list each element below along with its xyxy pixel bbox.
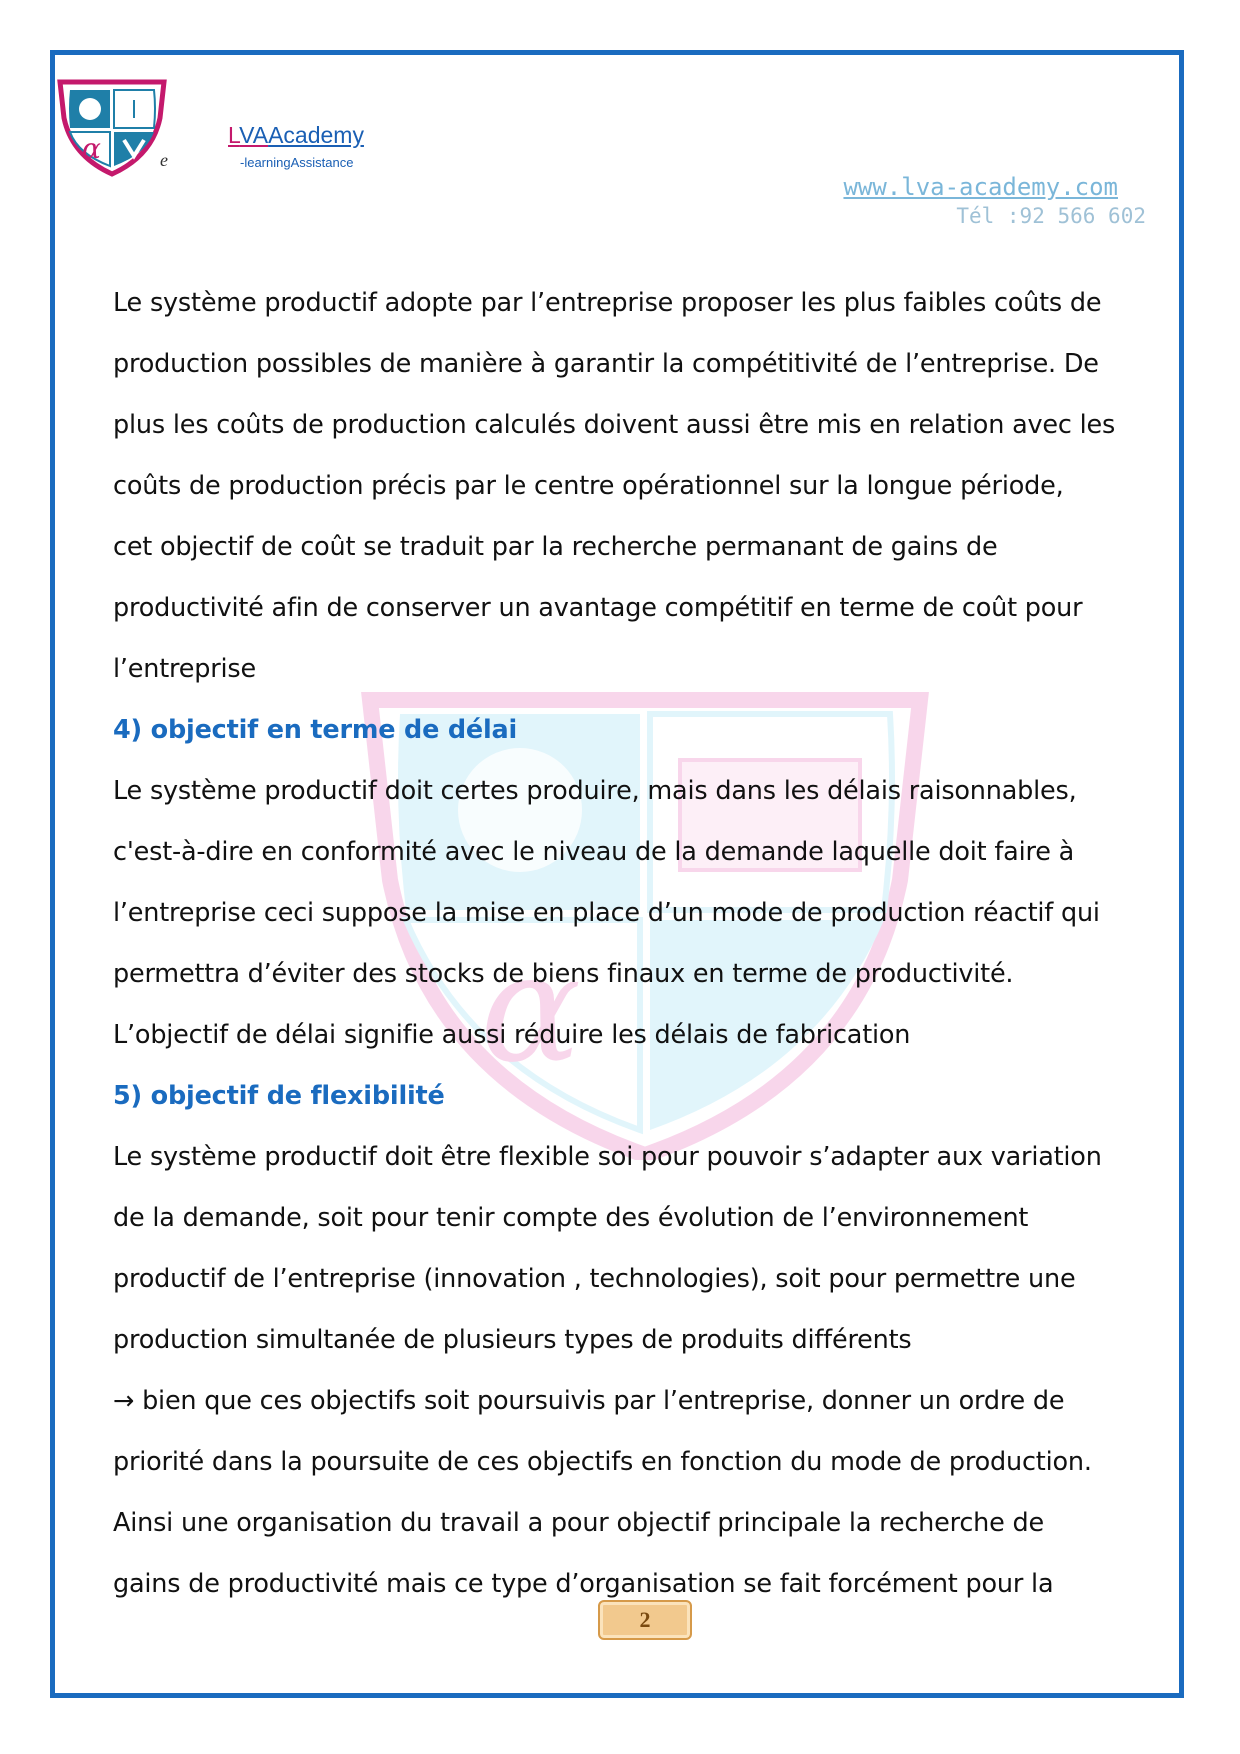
text-line: Ainsi une organisation du travail a pour objectif principale la recherche de [113,1508,1045,1538]
brand-lva: LVA [228,122,269,148]
text-line: de la demande, soit pour tenir compte des évolution de l’environnement [113,1203,1029,1233]
text-line: permettra d’éviter des stocks de biens finaux en terme de productivité. [113,959,1014,989]
text-line: Le système productif doit être flexible soi pour pouvoir s’adapter aux variation [113,1142,1102,1172]
document-body [113,273,1188,1615]
paragraph-delay-objective [113,761,1188,1066]
website-link[interactable]: www.lva-academy.com [843,173,1118,201]
svg-text:α: α [82,132,101,165]
text-line: gains de productivité mais ce type d’organisation se fait forcément pour la [113,1569,1054,1599]
paragraph-cost-objective [113,273,1188,700]
text-line: productif de l’entreprise (innovation , technologies), soit pour permettre une [113,1264,1076,1294]
text-line: cet objectif de coût se traduit par la recherche permanant de gains de [113,532,998,562]
phone-number: Tél :92 566 602 [956,204,1146,228]
text-line: priorité dans la poursuite de ces objectifs en fonction du mode de production. [113,1447,1092,1477]
text-line: plus les coûts de production calculés doivent aussi être mis en relation avec les [113,410,1116,440]
svg-text:α: α [480,922,582,1096]
text-line: l’entreprise ceci suppose la mise en place d’un mode de production réactif qui [113,898,1100,928]
text-line: l’entreprise [113,654,256,684]
section-heading-delay: 4) objectif en terme de délai [113,715,518,745]
text-line: → bien que ces objectifs soit poursuivis par l’entreprise, donner un ordre de [113,1386,1065,1416]
text-line: Le système productif adopte par l’entreprise proposer les plus faibles coûts de [113,288,1102,318]
brand-academy: Academy [268,122,364,148]
text-line: productivité afin de conserver un avantage compétitif en terme de coût pour [113,593,1083,623]
academy-logo [56,78,168,178]
page-number-badge: 2 [598,1600,692,1640]
paragraph-flexibility-objective [113,1127,1188,1615]
brand-name [228,121,364,149]
text-line: Le système productif doit certes produire, mais dans les délais raisonnables, [113,776,1077,806]
contact-block [843,172,1146,230]
text-line: c'est-à-dire en conformité avec le niveau de la demande laquelle doit faire à [113,837,1075,867]
text-line: L’objectif de délai signifie aussi réduire les délais de fabrication [113,1020,911,1050]
logo-letter: e [160,150,168,170]
text-line: coûts de production précis par le centre opérationnel sur la longue période, [113,471,1064,501]
text-line: production possibles de manière à garantir la compétitivité de l’entreprise. De [113,349,1099,379]
brand-tagline: -learningAssistance [240,155,354,170]
section-heading-flexibility: 5) objectif de flexibilité [113,1081,445,1111]
text-line: production simultanée de plusieurs types de produits différents [113,1325,912,1355]
